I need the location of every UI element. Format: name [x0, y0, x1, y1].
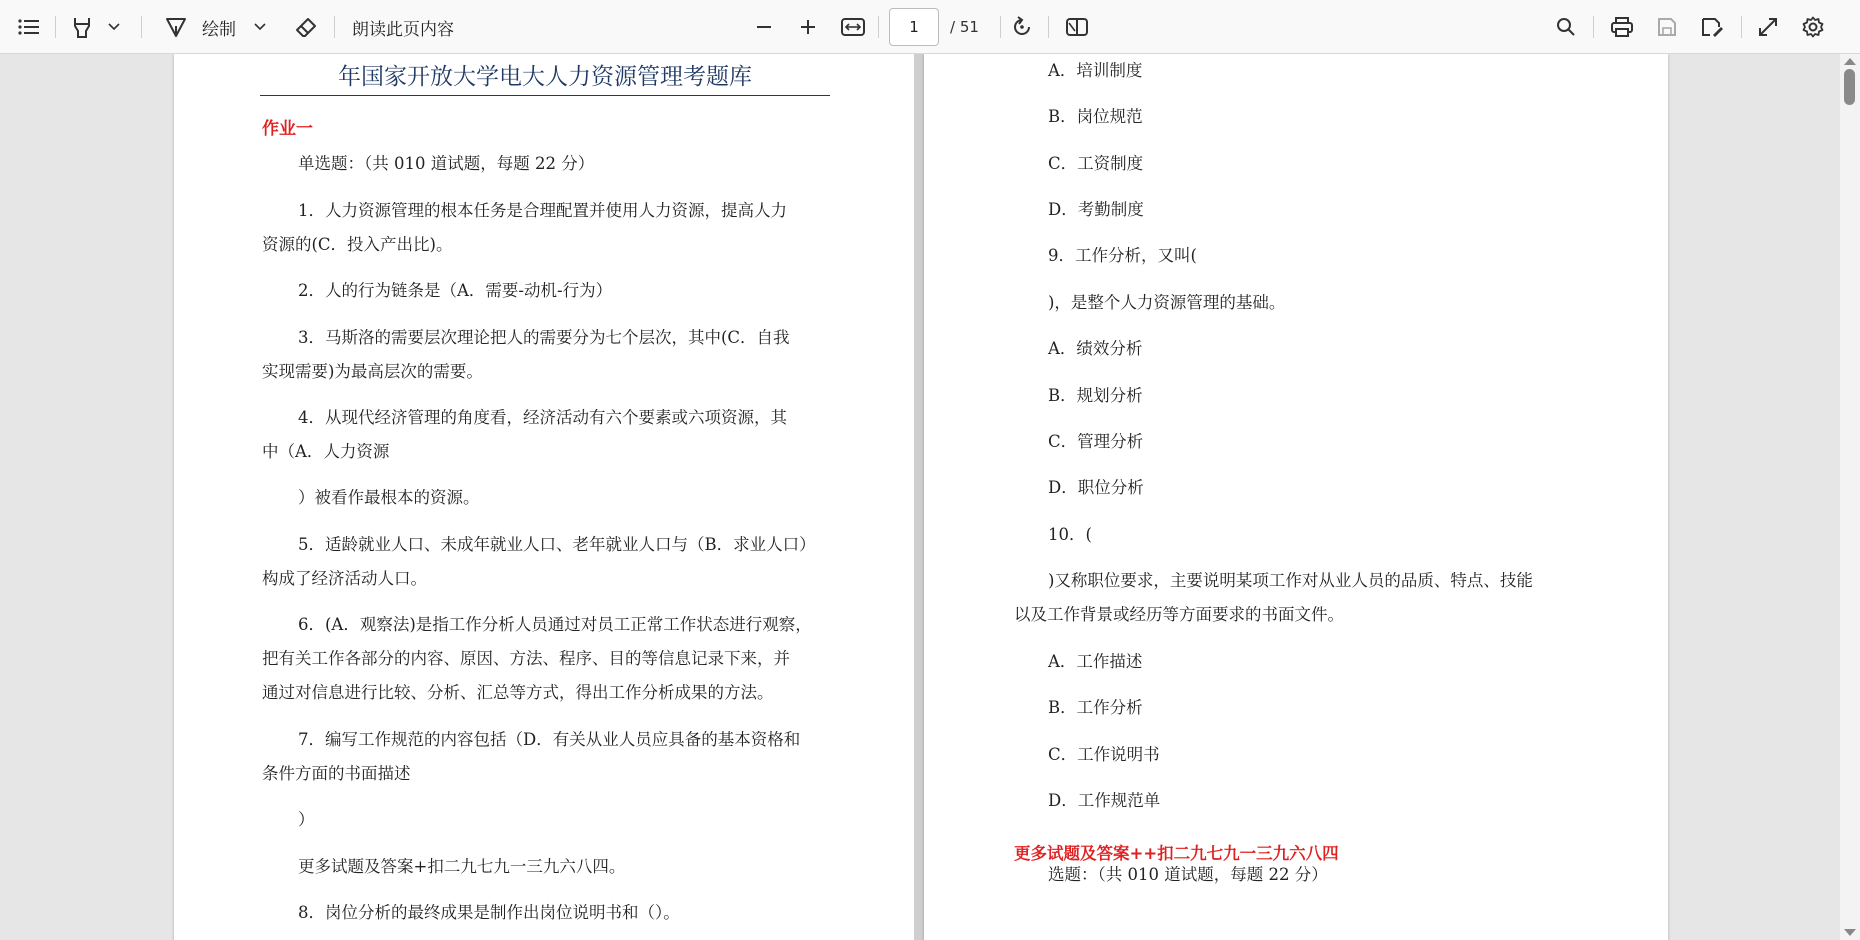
draw-label[interactable]: 绘制 [202, 19, 236, 40]
print-icon[interactable] [1608, 9, 1636, 45]
zoom-out-icon[interactable] [752, 9, 776, 45]
pdf-page-left [174, 54, 914, 940]
text-line: 中（A．人力资源 [262, 442, 390, 461]
text-line: 9．工作分析，又叫( [1048, 246, 1197, 265]
text-line: B．工作分析 [1048, 698, 1143, 717]
document-title: 年国家开放大学电大人力资源管理考题库 [260, 54, 830, 96]
page-total: / 51 [950, 18, 979, 36]
toolbar-divider [1048, 16, 1049, 38]
text-line: 以及工作背景或经历等方面要求的书面文件。 [1014, 605, 1344, 624]
page-view-icon[interactable] [1062, 9, 1092, 45]
scroll-down-arrow-icon[interactable] [1844, 929, 1856, 936]
toolbar-divider [1741, 16, 1742, 38]
toolbar-divider [1000, 16, 1001, 38]
text-line: 5．适龄就业人口、未成年就业人口、老年就业人口与（B．求业人口） [298, 535, 816, 554]
eraser-icon[interactable] [292, 9, 320, 45]
text-line: C．工资制度 [1048, 154, 1144, 173]
text-line: C．工作说明书 [1048, 745, 1160, 764]
text-line: 6．(A．观察法)是指工作分析人员通过对员工正常工作状态进行观察， [298, 615, 812, 634]
text-line: 1．人力资源管理的根本任务是合理配置并使用人力资源，提高人力 [298, 201, 787, 220]
text-line: A．绩效分析 [1048, 339, 1143, 358]
text-line: D．考勤制度 [1048, 200, 1144, 219]
text-line: 构成了经济活动人口。 [262, 569, 427, 588]
page-gap [914, 54, 924, 940]
toolbar-divider [55, 16, 56, 38]
text-line: D．工作规范单 [1048, 791, 1161, 810]
pdf-toolbar [0, 0, 1860, 54]
text-line: 3．马斯洛的需要层次理论把人的需要分为七个层次，其中(C．自我 [298, 328, 790, 347]
toolbar-divider [1593, 16, 1594, 38]
rotate-icon[interactable] [1008, 9, 1036, 45]
text-line: 通过对信息进行比较、分析、汇总等方式，得出工作分析成果的方法。 [262, 683, 774, 702]
text-line: ） [298, 810, 315, 829]
text-line: 选题：（共 010 道试题，每题 22 分） [1048, 865, 1328, 884]
text-line: 10．( [1048, 525, 1092, 544]
chevron-down-icon[interactable] [104, 9, 124, 45]
text-line: B．岗位规范 [1048, 107, 1143, 126]
text-line: C．管理分析 [1048, 432, 1144, 451]
text-line: 单选题：（共 010 道试题，每题 22 分） [298, 154, 595, 173]
scrollbar-thumb[interactable] [1844, 69, 1855, 105]
text-line: )，是整个人力资源管理的基础。 [1048, 293, 1286, 312]
chevron-down-icon[interactable] [250, 9, 270, 45]
zoom-in-icon[interactable] [796, 9, 820, 45]
pdf-page-right [924, 54, 1668, 940]
text-line: 2．人的行为链条是（A．需要-动机-行为） [298, 281, 613, 300]
scroll-up-arrow-icon[interactable] [1844, 58, 1856, 65]
text-line: 实现需要)为最高层次的需要。 [262, 362, 483, 381]
vertical-scrollbar[interactable] [1840, 54, 1860, 940]
text-line: A．工作描述 [1048, 652, 1143, 671]
toolbar-divider [141, 16, 142, 38]
text-line: 条件方面的书面描述 [262, 764, 411, 783]
read-aloud-button[interactable]: 朗读此页内容 [352, 19, 454, 40]
text-line: 更多试题及答案+扣二九七九一三九六八四。 [298, 857, 626, 876]
highlight-icon[interactable] [68, 9, 96, 45]
text-line: B．规划分析 [1048, 386, 1143, 405]
save-as-icon[interactable] [1698, 9, 1726, 45]
text-line: )又称职位要求，主要说明某项工作对从业人员的品质、特点、技能 [1048, 571, 1533, 590]
text-line: 资源的(C．投入产出比)。 [262, 235, 453, 254]
text-line: 4．从现代经济管理的角度看，经济活动有六个要素或六项资源，其 [298, 408, 787, 427]
text-line: 把有关工作各部分的内容、原因、方法、程序、目的等信息记录下来，并 [262, 649, 790, 668]
text-line: ）被看作最根本的资源。 [298, 488, 480, 507]
fit-width-icon[interactable] [838, 9, 868, 45]
draw-icon[interactable] [162, 9, 190, 45]
text-line: 7．编写工作规范的内容包括（D．有关从业人员应具备的基本资格和 [298, 730, 801, 749]
contents-icon[interactable] [14, 9, 44, 45]
fullscreen-icon[interactable] [1754, 9, 1782, 45]
text-line: A．培训制度 [1048, 61, 1143, 80]
toolbar-divider [878, 16, 879, 38]
save-icon[interactable] [1653, 9, 1681, 45]
toolbar-divider [334, 16, 335, 38]
search-icon[interactable] [1552, 9, 1580, 45]
promo-line: 更多试题及答案++扣二九七九一三九六八四 [1014, 844, 1339, 863]
document-viewer[interactable] [0, 54, 1860, 940]
settings-icon[interactable] [1799, 9, 1827, 45]
text-line: 8．岗位分析的最终成果是制作出岗位说明书和（）。 [298, 903, 680, 922]
page-number-input[interactable]: 1 [889, 8, 939, 46]
section-heading: 作业一 [262, 119, 313, 139]
text-line: D．职位分析 [1048, 478, 1144, 497]
